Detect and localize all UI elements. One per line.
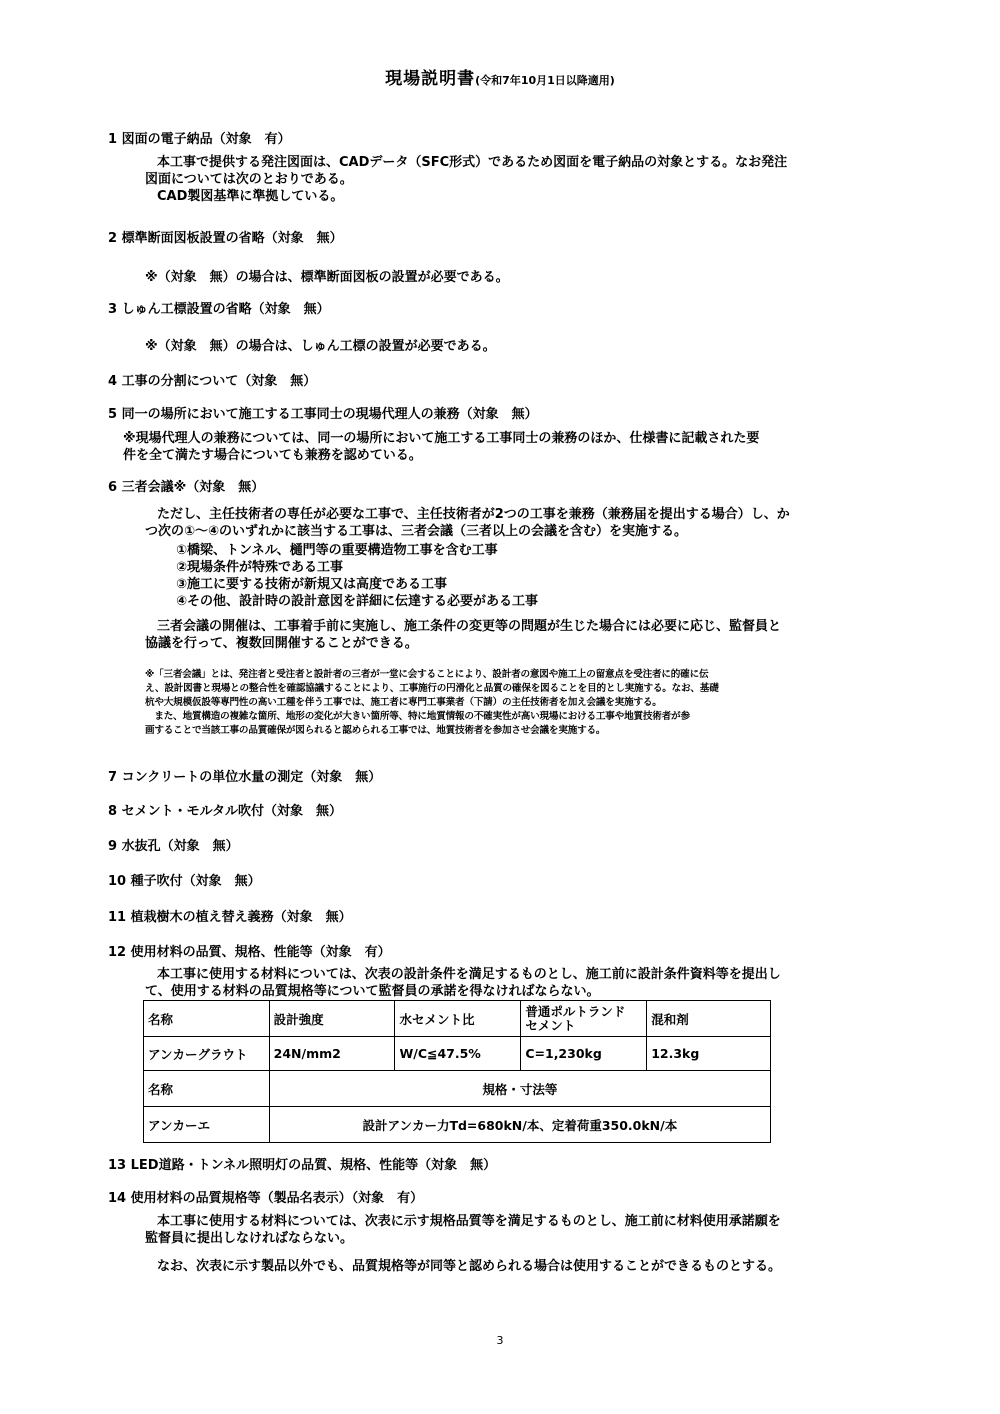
table-header-cell: 水セメント比: [395, 1001, 521, 1037]
section-3-heading: 3 しゅん工標設置の省略（対象 無）: [108, 302, 330, 317]
table-header-row: [144, 1071, 771, 1107]
table-cell: 12.3kg: [647, 1037, 771, 1071]
section-13-heading: 13 LED道路・トンネル照明灯の品質、規格、性能等（対象 無）: [108, 1158, 497, 1173]
section-14-line: 監督員に提出しなければならない。: [145, 1231, 354, 1246]
table-header-cell: 規格・寸法等: [269, 1071, 770, 1107]
table-cell: W/C≦47.5%: [395, 1037, 521, 1071]
section-3-note: ※（対象 無）の場合は、しゅん工標の設置が必要である。: [145, 339, 496, 354]
section-6-item: ③施工に要する技術が新規又は高度である工事: [176, 577, 448, 592]
table-header-cell: 名称: [144, 1001, 270, 1037]
material-spec-table: [143, 1000, 771, 1143]
section-14-line: 本工事に使用する材料については、次表に示す規格品質等を満足するものとし、施工前に材料使用承諾願を: [157, 1214, 781, 1229]
section-4-heading: 4 工事の分割について（対象 無）: [108, 374, 317, 389]
section-5-heading: 5 同一の場所において施工する工事同士の現場代理人の兼務（対象 無）: [108, 407, 538, 422]
section-6-footnote: また、地質構造の複雑な箇所、地形の変化が大きい箇所等、特に地質情報の不確実性が高い現場における工事や地質技術者が参: [145, 711, 690, 722]
section-12-line: て、使用する材料の品質規格等について監督員の承諾を得なければならない。: [145, 984, 600, 999]
section-6-footnote: ※「三者会議」とは、発注者と受注者と設計者の三者が一堂に会することにより、設計者の意図や施工上の留意点を受注者に的確に伝: [145, 669, 709, 680]
section-1-heading: 1 図面の電子納品（対象 有）: [108, 132, 291, 147]
section-6-heading: 6 三者会議※（対象 無）: [108, 480, 265, 495]
document-title: [0, 64, 1000, 89]
section-6-item: ②現場条件が特殊である工事: [176, 560, 344, 575]
section-5-line: 件を全て満たす場合についても兼務を認めている。: [123, 448, 422, 463]
title-main: 現場説明書: [385, 69, 476, 89]
section-14-line2: なお、次表に示す製品以外でも、品質規格等が同等と認められる場合は使用することができるものとする。: [157, 1259, 782, 1274]
section-10-heading: 10 種子吹付（対象 無）: [108, 874, 261, 889]
section-6-line: つ次の①～④のいずれかに該当する工事は、三者会議（三者以上の会議を含む）を実施する。: [145, 524, 688, 539]
section-6-line2: 協議を行って、複数回開催することができる。: [145, 636, 418, 651]
section-6-footnote: 杭や大規模仮設等専門性の高い工種を伴う工事では、施工者に専門工事業者（下請）の主任技術者を加え会議を実施する。: [145, 697, 662, 708]
table-header-row: [144, 1001, 771, 1037]
table-cell: 24N/mm2: [269, 1037, 395, 1071]
section-8-heading: 8 セメント・モルタル吹付（対象 無）: [108, 804, 343, 819]
section-6-line2: 三者会議の開催は、工事着手前に実施し、施工条件の変更等の問題が生じた場合には必要に応じ、監督員と: [157, 619, 782, 634]
section-1-line: CAD製図基準に準拠している。: [157, 189, 344, 204]
section-6-item: ①橋梁、トンネル、樋門等の重要構造物工事を含む工事: [176, 543, 498, 558]
section-12-heading: 12 使用材料の品質、規格、性能等（対象 有）: [108, 945, 391, 960]
table-cell: アンカーエ: [144, 1107, 270, 1143]
section-7-heading: 7 コンクリートの単位水量の測定（対象 無）: [108, 770, 382, 785]
section-12-line: 本工事に使用する材料については、次表の設計条件を満足するものとし、施工前に設計条件資料等を提出し: [157, 967, 781, 982]
section-6-footnote: 画することで当該工事の品質確保が図られると認められる工事では、地質技術者を参加させ会議を実施する。: [145, 725, 606, 736]
table-header-cell: 混和剤: [647, 1001, 771, 1037]
section-11-heading: 11 植栽樹木の植え替え義務（対象 無）: [108, 910, 352, 925]
table-header-cell: 普通ポルトランド セメント: [521, 1001, 647, 1037]
section-6-line: ただし、主任技術者の専任が必要な工事で、主任技術者が2つの工事を兼務（兼務届を提出する場合）し、か: [157, 507, 790, 522]
section-5-line: ※現場代理人の兼務については、同一の場所において施工する工事同士の兼務のほか、仕様書に記載された要: [123, 431, 760, 446]
title-subtitle: (令和7年10月1日以降適用): [475, 74, 615, 87]
section-6-item: ④その他、設計時の設計意図を詳細に伝達する必要がある工事: [176, 594, 539, 609]
section-2-heading: 2 標準断面図板設置の省略（対象 無）: [108, 231, 343, 246]
table-header-cell: 設計強度: [269, 1001, 395, 1037]
table-row: [144, 1107, 771, 1143]
table-row: [144, 1037, 771, 1071]
section-1-line: 図面については次のとおりである。: [145, 172, 353, 187]
section-14-heading: 14 使用材料の品質規格等（製品名表示）（対象 有）: [108, 1191, 424, 1206]
table-cell: C=1,230kg: [521, 1037, 647, 1071]
section-9-heading: 9 水抜孔（対象 無）: [108, 839, 239, 854]
section-2-note: ※（対象 無）の場合は、標準断面図板の設置が必要である。: [145, 270, 509, 285]
table-cell: 設計アンカー力Td=680kN/本、定着荷重350.0kN/本: [269, 1107, 770, 1143]
section-1-line: 本工事で提供する発注図面は、CADデータ（SFC形式）であるため図面を電子納品の対象とする。なお発注: [157, 155, 788, 170]
table-header-cell: 名称: [144, 1071, 270, 1107]
table-cell: アンカーグラウト: [144, 1037, 270, 1071]
section-6-footnote: え、設計図書と現場との整合性を確認協議することにより、工事施行の円滑化と品質の確保を図ることを目的とし実施する。なお、基礎: [145, 683, 719, 694]
page-number: 3: [496, 1334, 504, 1347]
